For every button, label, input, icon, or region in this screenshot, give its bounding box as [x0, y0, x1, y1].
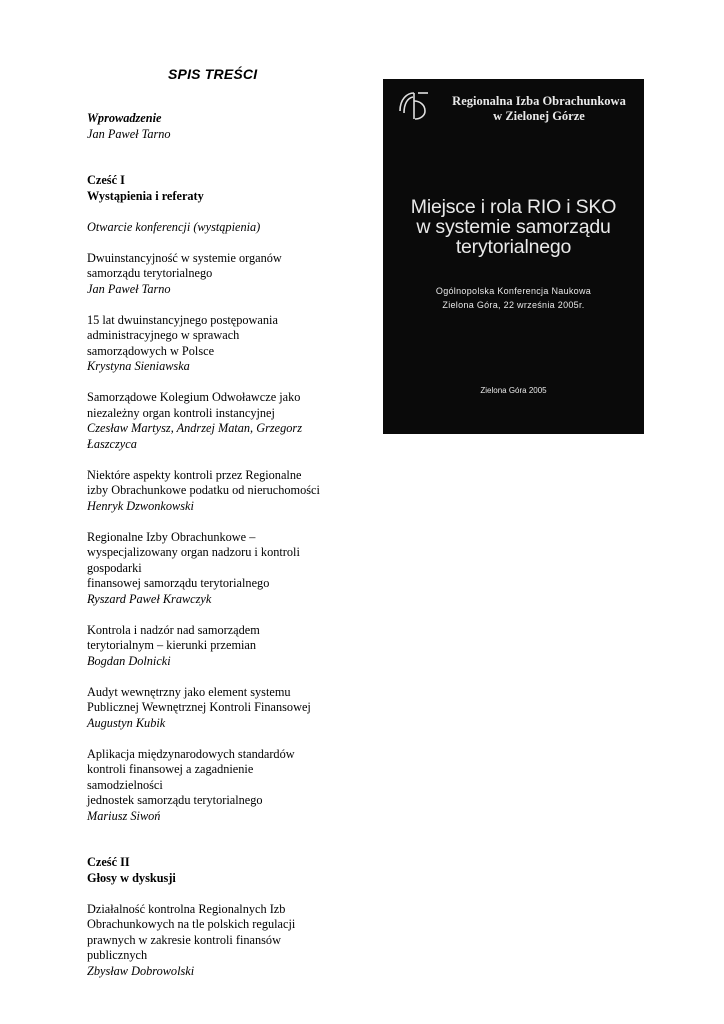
list-item [87, 747, 357, 825]
cover-publisher-line1: Regionalna Izba Obrachunkowa [452, 94, 626, 108]
entry-author: Zbysław Dobrowolski [87, 963, 195, 978]
intro-author: Jan Paweł Tarno [87, 126, 171, 141]
entry-title-line: finansowej samorządu terytorialnego [87, 576, 270, 590]
entry-title-line: wyspecjalizowany organ nadzoru i kontroli [87, 545, 300, 559]
entry-title-line: Samorządowe Kolegium Odwoławcze jako [87, 390, 301, 404]
part1-subtitle: Wystąpienia i referaty [87, 188, 204, 203]
entry-title-line: Obrachunkowych na tle polskich regulacji [87, 917, 296, 931]
cover-place-year: Zielona Góra 2005 [480, 386, 547, 395]
cover-publisher [439, 94, 639, 124]
entry-title-line: Aplikacja międzynarodowych standardów [87, 746, 295, 761]
part1-label: Cześć I [87, 173, 125, 187]
entry-author: Henryk Dzwonkowski [87, 498, 194, 513]
list-item [87, 902, 357, 980]
table-of-contents [87, 111, 357, 995]
part2-heading [87, 855, 357, 886]
cover-title-line1: Miejsce i rola RIO i SKO [410, 196, 617, 218]
intro-title: Wprowadzenie [87, 111, 162, 125]
entry-author: Mariusz Siwoń [87, 808, 161, 823]
cover-conference-line2: Zielona Góra, 22 września 2005r. [442, 300, 585, 310]
toc-heading: SPIS TREŚCI [168, 66, 258, 82]
entry-author: Bogdan Dolnicki [87, 653, 171, 668]
entry-title-line: kontroli finansowej a zagadnienie [87, 762, 254, 776]
part1-heading [87, 173, 357, 204]
entry-title-line: Dwuinstancyjność w systemie organów [87, 250, 282, 265]
intro-entry [87, 111, 357, 142]
entry-title-line: administracyjnego w sprawach [87, 328, 240, 342]
list-item [87, 623, 357, 670]
entry-title-line: niezależny organ kontroli instancyjnej [87, 405, 275, 420]
entry-title-line: 15 lat dwuinstancyjnego postępowania [87, 312, 278, 327]
entry-title-line: Publicznej Wewnętrznej Kontroli Finansowej [87, 700, 311, 714]
rio-emblem-icon [397, 89, 431, 121]
entry-title-line: publicznych [87, 948, 148, 962]
entry-title-line: samorządu terytorialnego [87, 266, 213, 280]
entry-title-line: terytorialnym – kierunki przemian [87, 638, 257, 652]
entry-title-line: gospodarki [87, 560, 142, 575]
entry-title-line: samodzielności [87, 777, 163, 792]
part1-opening-entry [87, 220, 357, 236]
list-item [87, 251, 357, 298]
entry-title-line: Działalność kontrolna Regionalnych Izb [87, 901, 286, 916]
list-item [87, 530, 357, 608]
entry-title-line: prawnych w zakresie kontroli finansów [87, 932, 281, 947]
entry-author: Krystyna Sieniawska [87, 359, 190, 373]
list-item [87, 313, 357, 375]
list-item [87, 685, 357, 732]
cover-publisher-line2: w Zielonej Górze [493, 109, 585, 123]
cover-conference-line1: Ogólnopolska Konferencja Naukowa [435, 286, 592, 296]
list-item [87, 390, 357, 452]
entry-author: Jan Paweł Tarno [87, 281, 171, 296]
entry-author: Łaszczyca [87, 436, 137, 451]
entry-title-line: Regionalne Izby Obrachunkowe – [87, 529, 256, 544]
list-item [87, 468, 357, 515]
entry-author: Ryszard Paweł Krawczyk [87, 591, 212, 606]
entry-title-line: Audyt wewnętrzny jako element systemu [87, 684, 291, 699]
entry-author: Augustyn Kubik [87, 715, 166, 730]
entry-title-line: jednostek samorządu terytorialnego [87, 793, 263, 807]
cover-title [387, 197, 640, 257]
part2-subtitle: Głosy w dyskusji [87, 870, 176, 885]
entry-title-line: Kontrola i nadzór nad samorządem [87, 622, 260, 637]
cover-title-line3: terytorialnego [455, 236, 572, 258]
entry-title-line: izby Obrachunkowe podatku od nieruchomości [87, 483, 320, 497]
book-cover-image [383, 79, 644, 434]
cover-title-line2: w systemie samorządu [416, 216, 611, 238]
cover-conference [393, 284, 634, 312]
part1-opening: Otwarcie konferencji (wystąpienia) [87, 219, 261, 234]
entry-title-line: Niektóre aspekty kontroli przez Regionalne [87, 467, 302, 482]
part2-label: Cześć II [87, 855, 130, 869]
entry-author: Czesław Martysz, Andrzej Matan, Grzegorz [87, 421, 302, 435]
entry-title-line: samorządowych w Polsce [87, 343, 215, 358]
